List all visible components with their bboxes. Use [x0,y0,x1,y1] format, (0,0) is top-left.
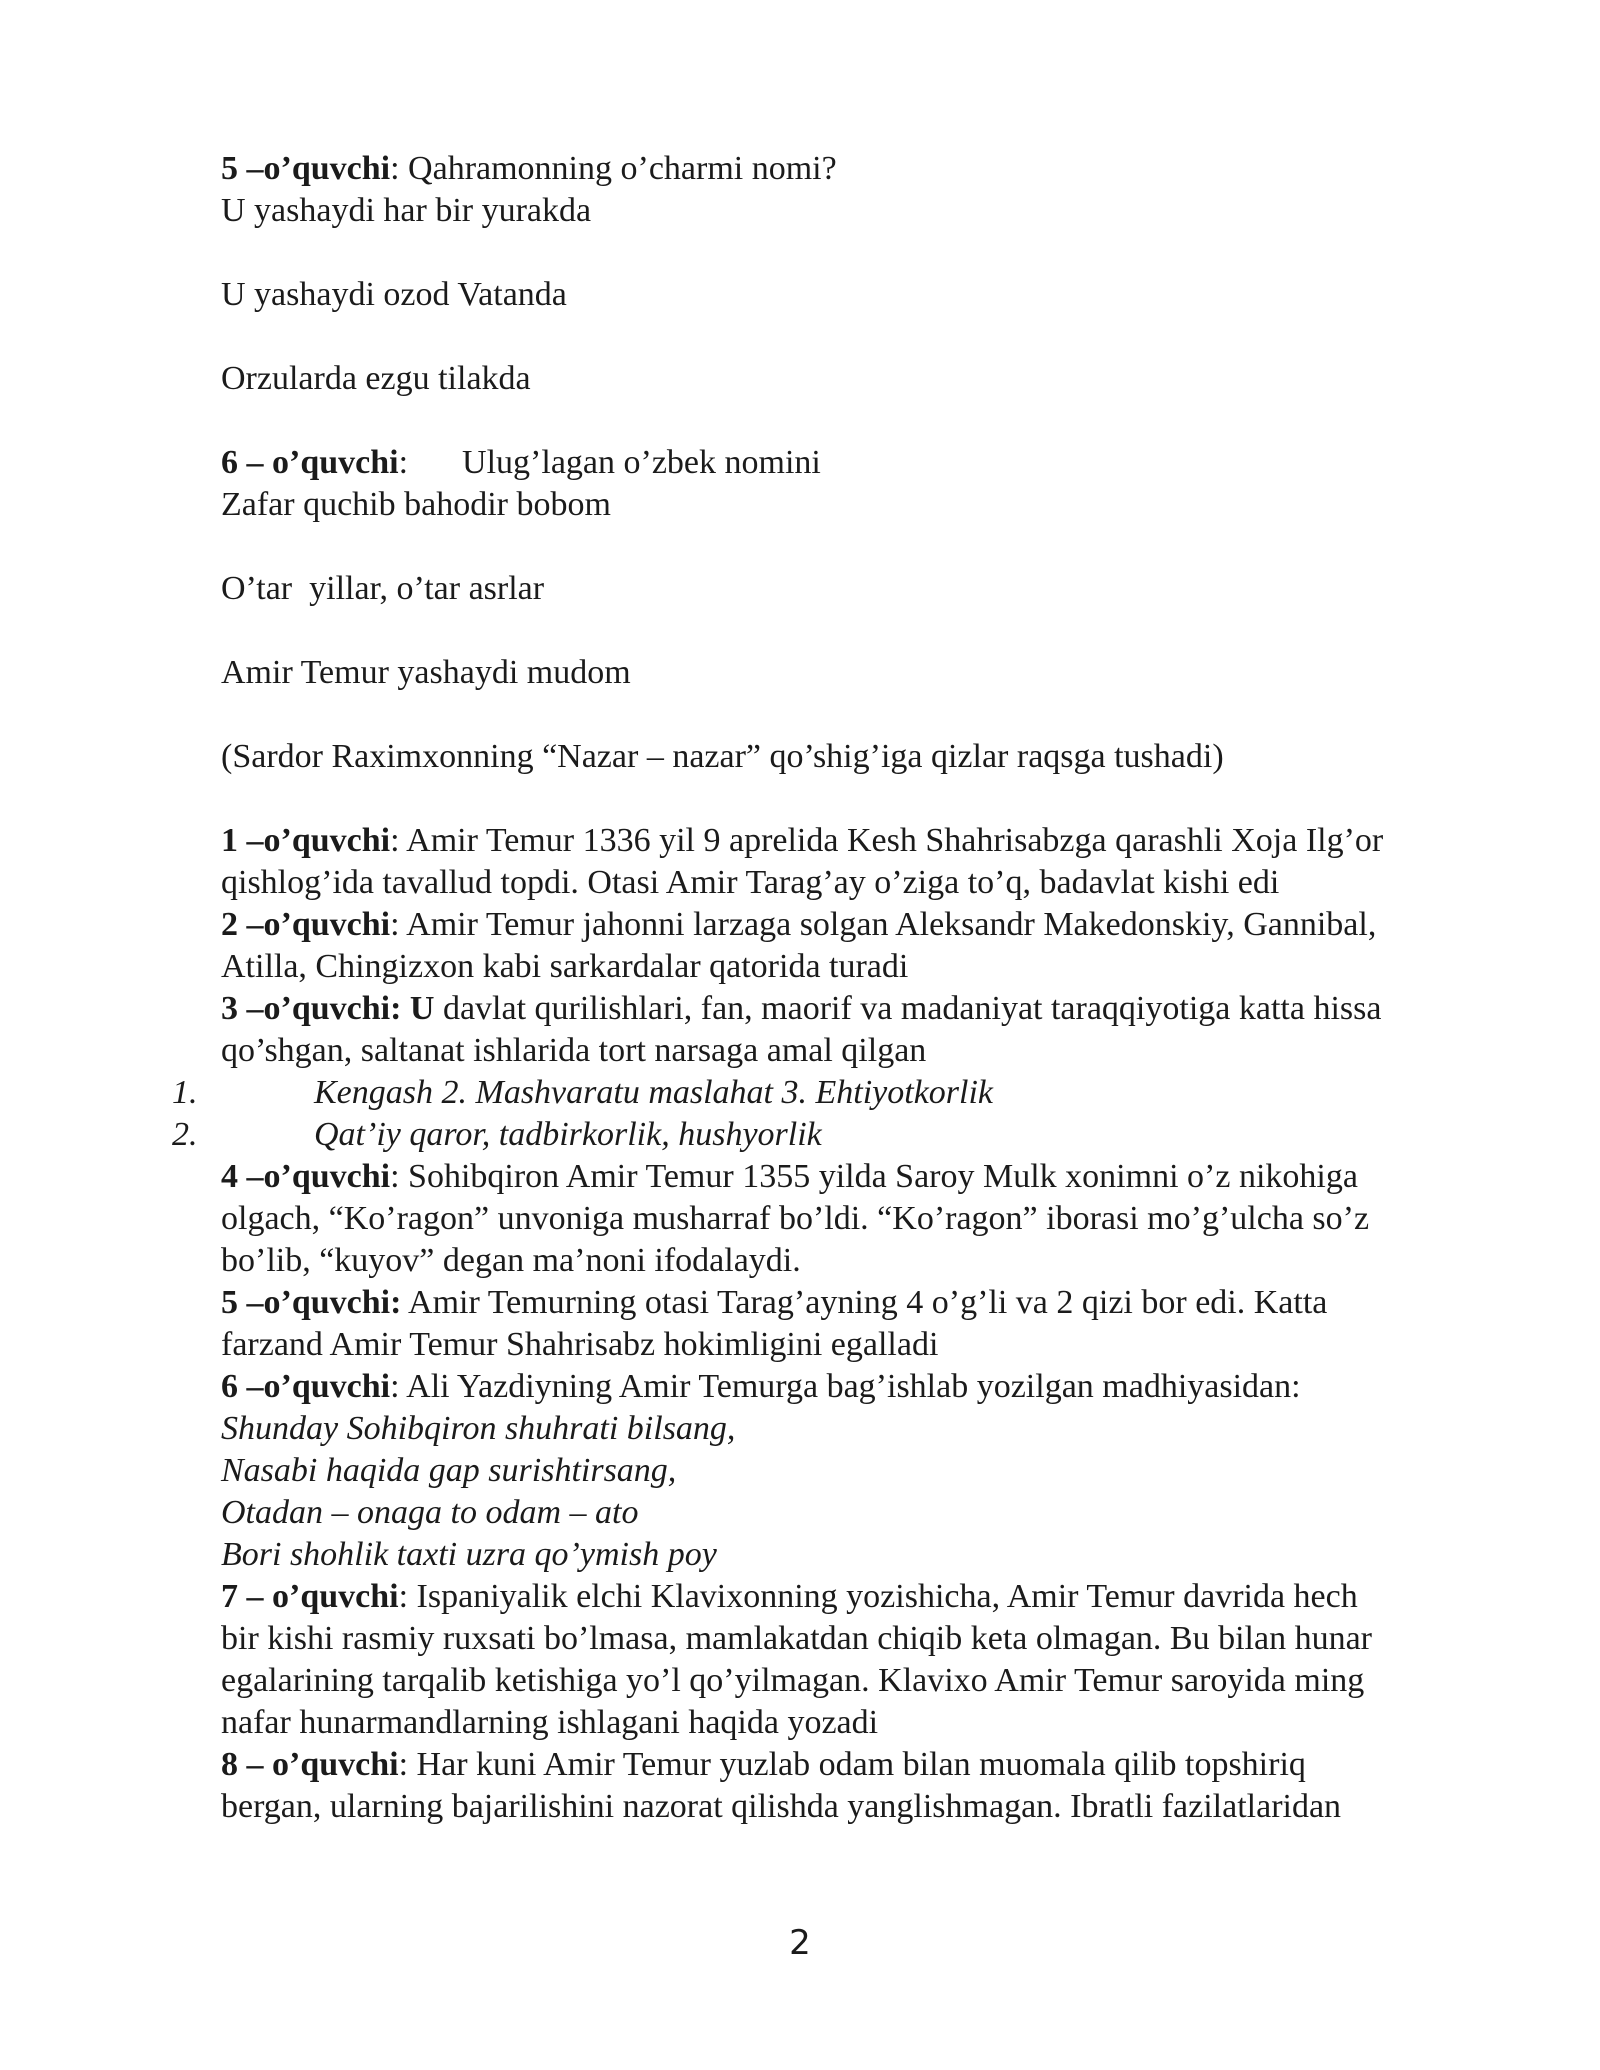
verse-line: O’tar yillar, o’tar asrlar [221,570,545,607]
speaker-label: 5 –o’quvchi [221,150,391,187]
verse-line: Zafar quchib bahodir bobom [221,486,611,523]
speaker-line [221,441,1481,484]
poem-line: Shunday Sohibqiron shuhrati bilsang, [221,1410,736,1447]
speaker-colon: : [390,822,400,859]
paragraph-line: bergan, ularning bajarilishini nazorat qilishda yanglishmagan. Ibratli fazilatlaridan [221,1788,1342,1825]
poem-line: Nasabi haqida gap surishtirsang, [221,1452,677,1489]
line-text: Ulug’lagan o’zbek nomini [462,444,821,481]
speaker-line [221,147,1481,190]
speaker-label: 4 –o’quvchi [221,1158,391,1195]
speaker-colon: : [398,1746,409,1783]
speaker-colon: : [398,1578,409,1615]
speaker-line [221,1365,1481,1408]
speaker-colon: : [390,1368,400,1405]
paragraph-line: olgach, “Ko’ragon” unvoniga musharraf bo’ldi. “Ko’ragon” iborasi mo’g’ulcha so’z [221,1200,1370,1237]
paragraph-line: bir kishi rasmiy ruxsati bo’lmasa, mamlakatdan chiqib keta olmagan. Bu bilan hunar [221,1620,1373,1657]
paragraph-line: bo’lib, “kuyov” degan ma’noni ifodalaydi. [221,1242,801,1279]
paragraph-line: qishlog’ida tavallud topdi. Otasi Amir Tarag’ay o’ziga to’q, badavlat kishi edi [221,864,1280,901]
line-text: Sohibqiron Amir Temur 1355 yilda Saroy Mulk xonimni o’z nikohiga [399,1158,1358,1195]
speaker-line [221,903,1481,946]
paragraph-line: nafar hunarmandlarning ishlagani haqida yozadi [221,1704,879,1741]
speaker-label: 8 – o’quvchi [221,1746,399,1783]
speaker-line [221,1575,1481,1618]
line-text: Ali Yazdiyning Amir Temurga bag’ishlab yozilgan madhiyasidan: [399,1368,1301,1405]
verse-line: U yashaydi ozod Vatanda [221,276,567,313]
stage-direction: (Sardor Raximxonning “Nazar – nazar” qo’shig’iga qizlar raqsga tushadi) [221,738,1224,775]
speaker-label: 5 –o’quvchi: [221,1284,402,1321]
speaker-label: 2 –o’quvchi [221,906,391,943]
speaker-line [221,987,1481,1030]
speaker-colon: : [398,444,409,481]
speaker-line [221,819,1481,862]
page-number: 2 [789,1923,811,1963]
verse-line: Amir Temur yashaydi mudom [221,654,631,691]
paragraph-line: egalarining tarqalib ketishiga yo’l qo’yilmagan. Klavixo Amir Temur saroyida ming [221,1662,1365,1699]
list-item: Qat’iy qaror, tadbirkorlik, hushyorlik [314,1116,822,1153]
paragraph-line: farzand Amir Temur Shahrisabz hokimligini egalladi [221,1326,939,1363]
speaker-label: 7 – o’quvchi [221,1578,399,1615]
speaker-colon: : [390,1158,400,1195]
line-text: Ispaniyalik elchi Klavixonning yozishicha, Amir Temur davrida hech [408,1578,1358,1615]
list-number: 2. [172,1116,198,1153]
line-text: Amir Temur 1336 yil 9 aprelida Kesh Shahrisabzga qarashli Xoja Ilg’or [399,822,1384,859]
list-number: 1. [172,1074,198,1111]
speaker-line [221,1281,1481,1324]
speaker-line [221,1743,1481,1786]
speaker-colon: : [390,150,400,187]
speaker-colon: : [390,906,400,943]
verse-line: Orzularda ezgu tilakda [221,360,531,397]
speaker-label: 3 –o’quvchi: U [221,990,435,1027]
speaker-line [221,1155,1481,1198]
poem-line: Bori shohlik taxti uzra qo’ymish poy [221,1536,717,1573]
verse-line: U yashaydi har bir yurakda [221,192,592,229]
paragraph-line: Atilla, Chingizxon kabi sarkardalar qatorida turadi [221,948,909,985]
speaker-label: 6 – o’quvchi [221,444,399,481]
line-text: Amir Temurning otasi Tarag’ayning 4 o’g’li va 2 qizi bor edi. Katta [401,1284,1328,1321]
line-text: Qahramonning o’charmi nomi? [399,150,837,187]
list-item: Kengash 2. Mashvaratu maslahat 3. Ehtiyotkorlik [314,1074,994,1111]
speaker-label: 6 –o’quvchi [221,1368,391,1405]
speaker-label: 1 –o’quvchi [221,822,391,859]
line-text: Amir Temur jahonni larzaga solgan Aleksandr Makedonskiy, Gannibal, [399,906,1377,943]
line-text: davlat qurilishlari, fan, maorif va madaniyat taraqqiyotiga katta hissa [434,990,1382,1027]
line-text: Har kuni Amir Temur yuzlab odam bilan muomala qilib topshiriq [408,1746,1306,1783]
paragraph-line: qo’shgan, saltanat ishlarida tort narsaga amal qilgan [221,1032,927,1069]
poem-line: Otadan – onaga to odam – ato [221,1494,639,1531]
